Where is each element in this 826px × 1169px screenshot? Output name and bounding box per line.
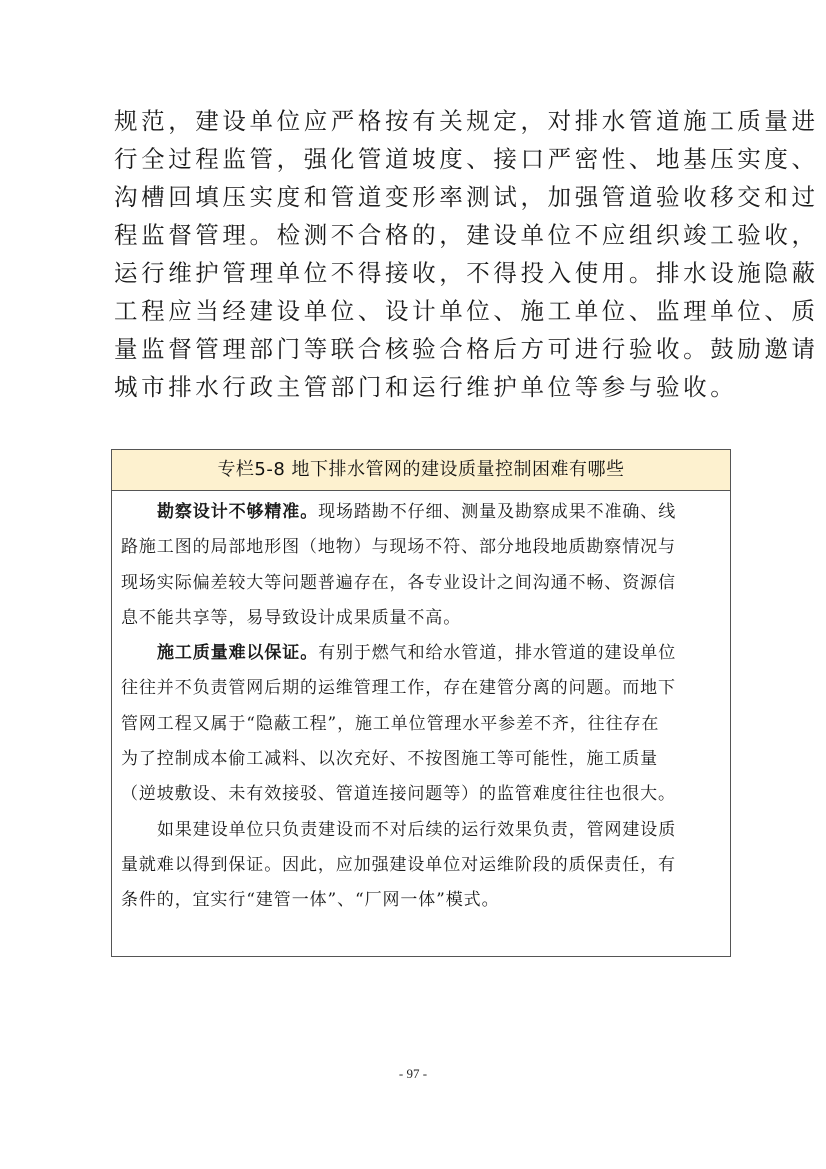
text-line: 条件的，宜实行“建管一体”、“厂网一体”模式。: [121, 890, 500, 911]
page-number: - 97 -: [398, 1066, 428, 1081]
text-line: （逆坡敷设、未有效接驳、管道连接问题等）的监管难度往往也很大。: [121, 784, 676, 805]
bold-lead: 勘察设计不够精准。: [157, 502, 319, 522]
text-run: 现场踏勘不仔细、测量及勘察成果不准确、线: [318, 502, 677, 522]
text-line: 规范，建设单位应严格按有关规定，对排水管道施工质量进: [114, 107, 819, 135]
sidebar-box-body: [112, 491, 730, 919]
box-paragraph-conclusion: [121, 813, 722, 919]
text-line: 量监督管理部门等联合核验合格后方可进行验收。鼓励邀请: [114, 335, 819, 363]
text-line: [121, 636, 722, 671]
text-line: [121, 495, 722, 530]
main-paragraph: [114, 102, 819, 406]
text-line: 现场实际偏差较大等问题普遍存在，各专业设计之间沟通不畅、资源信: [121, 572, 676, 593]
text-line: 路施工图的局部地形图（地物）与现场不符、部分地段地质勘察情况与: [121, 537, 676, 558]
text-run: 有别于燃气和给水管道，排水管道的建设单位: [318, 643, 677, 664]
text-line: 运行维护管理单位不得接收，不得投入使用。排水设施隐蔽: [114, 259, 819, 287]
box-paragraph-survey: [121, 495, 722, 636]
sidebar-box: [111, 449, 731, 957]
text-line: 城市排水行政主管部门和运行维护单位等参与验收。: [114, 373, 738, 401]
text-line: 行全过程监管，强化管道坡度、接口严密性、地基压实度、: [114, 145, 819, 173]
text-line: 工程应当经建设单位、设计单位、施工单位、监理单位、质: [114, 297, 819, 325]
box-paragraph-construction: [121, 636, 722, 812]
bold-lead: 施工质量难以保证。: [157, 643, 319, 664]
text-line: 为了控制成本偷工减料、以次充好、不按图施工等可能性，施工质量: [121, 749, 658, 770]
text-line: 如果建设单位只负责建设而不对后续的运行效果负责，管网建设质: [157, 819, 677, 840]
text-line: 程监督管理。检测不合格的，建设单位不应组织竣工验收，: [114, 221, 819, 249]
text-line: 息不能共享等，易导致设计成果质量不高。: [121, 607, 462, 628]
text-line: 往往并不负责管网后期的运维管理工作，存在建管分离的问题。而地下: [121, 678, 676, 699]
text-line: 量就难以得到保证。因此，应加强建设单位对运维阶段的质保责任，有: [121, 854, 676, 875]
sidebar-box-title: 专栏5-8 地下排水管网的建设质量控制困难有哪些: [112, 450, 730, 491]
text-line: 沟槽回填压实度和管道变形率测试，加强管道验收移交和过: [114, 183, 819, 211]
text-line: 管网工程又属于“隐蔽工程”，施工单位管理水平参差不齐，往往存在: [121, 713, 660, 734]
